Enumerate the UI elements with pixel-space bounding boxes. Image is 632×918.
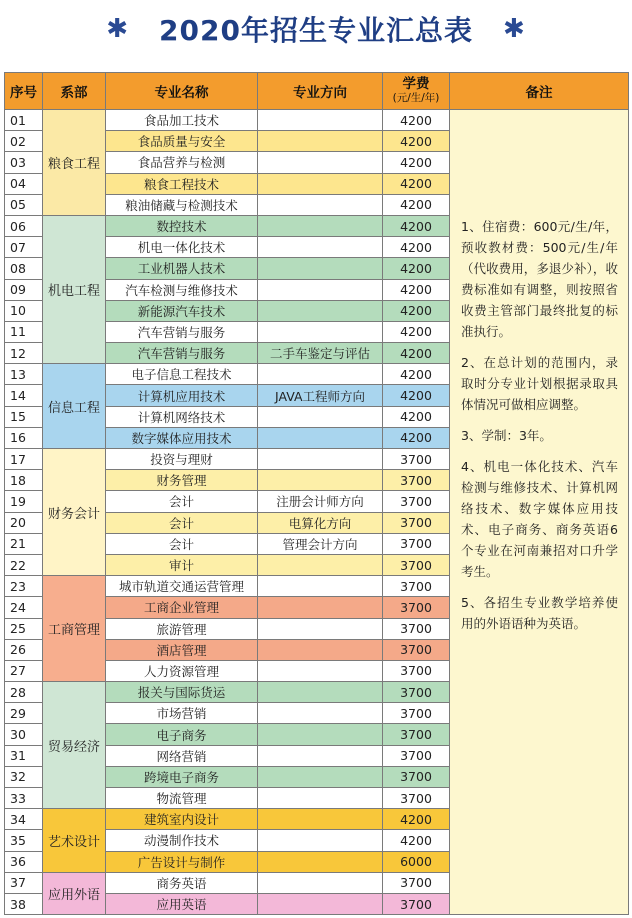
cell-department: 信息工程 <box>43 364 106 449</box>
cell-direction <box>258 682 383 703</box>
cell-no: 17 <box>5 449 43 470</box>
cell-major: 计算机网络技术 <box>106 406 258 427</box>
cell-major: 机电一体化技术 <box>106 237 258 258</box>
cell-fee: 4200 <box>383 830 450 851</box>
cell-direction <box>258 788 383 809</box>
cell-direction <box>258 809 383 830</box>
cell-fee: 4200 <box>383 173 450 194</box>
cell-department: 工商管理 <box>43 576 106 682</box>
cell-fee: 3700 <box>383 639 450 660</box>
header-note: 备注 <box>450 73 629 110</box>
cell-no: 25 <box>5 618 43 639</box>
cell-no: 19 <box>5 491 43 512</box>
cell-no: 21 <box>5 533 43 554</box>
cell-department: 粮食工程 <box>43 110 106 216</box>
note-paragraph: 2、在总计划的范围内，录取时分专业计划根据录取具体情况可做相应调整。 <box>461 355 618 412</box>
note-paragraph: 1、住宿费：600元/生/年，预收教材费：500元/生/年（代收费用，多退少补），收费标准如有调整，则按照省收费主管部门最终批复的标准执行。 <box>461 219 618 339</box>
cell-fee: 4200 <box>383 321 450 342</box>
cell-major: 食品营养与检测 <box>106 152 258 173</box>
page-title: 2020年招生专业汇总表 <box>159 14 473 47</box>
cell-major: 网络营销 <box>106 745 258 766</box>
cell-fee: 4200 <box>383 110 450 131</box>
cell-no: 04 <box>5 173 43 194</box>
cell-major: 工业机器人技术 <box>106 258 258 279</box>
cell-fee: 4200 <box>383 237 450 258</box>
cell-direction <box>258 724 383 745</box>
cell-major: 电子信息工程技术 <box>106 364 258 385</box>
cell-direction <box>258 110 383 131</box>
cell-direction <box>258 237 383 258</box>
cell-direction <box>258 830 383 851</box>
note-paragraph: 3、学制：3年。 <box>461 428 552 443</box>
cell-direction <box>258 660 383 681</box>
enrollment-table <box>4 72 629 915</box>
cell-no: 32 <box>5 766 43 787</box>
cell-fee: 3700 <box>383 533 450 554</box>
cell-no: 31 <box>5 745 43 766</box>
cell-no: 20 <box>5 512 43 533</box>
cell-direction <box>258 194 383 215</box>
star-icon: ✱ <box>106 14 130 44</box>
cell-no: 18 <box>5 470 43 491</box>
cell-fee: 4200 <box>383 131 450 152</box>
cell-major: 城市轨道交通运营管理 <box>106 576 258 597</box>
cell-direction <box>258 173 383 194</box>
cell-no: 35 <box>5 830 43 851</box>
cell-no: 11 <box>5 321 43 342</box>
cell-fee: 4200 <box>383 300 450 321</box>
cell-direction <box>258 470 383 491</box>
cell-direction <box>258 321 383 342</box>
cell-department: 艺术设计 <box>43 809 106 873</box>
note-paragraph: 5、各招生专业教学培养使用的外语语种为英语。 <box>461 595 618 631</box>
cell-direction <box>258 300 383 321</box>
cell-direction <box>258 766 383 787</box>
cell-fee: 4200 <box>383 406 450 427</box>
cell-major: 审计 <box>106 554 258 575</box>
cell-major: 报关与国际货运 <box>106 682 258 703</box>
cell-major: 计算机应用技术 <box>106 385 258 406</box>
star-icon: ✱ <box>502 14 526 44</box>
cell-fee: 3700 <box>383 682 450 703</box>
cell-no: 38 <box>5 893 43 914</box>
cell-fee: 4200 <box>383 215 450 236</box>
cell-major: 财务管理 <box>106 470 258 491</box>
cell-fee: 4200 <box>383 364 450 385</box>
cell-no: 29 <box>5 703 43 724</box>
cell-department: 贸易经济 <box>43 682 106 809</box>
cell-no: 36 <box>5 851 43 872</box>
cell-direction <box>258 893 383 914</box>
cell-no: 07 <box>5 237 43 258</box>
cell-no: 01 <box>5 110 43 131</box>
cell-major: 食品质量与安全 <box>106 131 258 152</box>
cell-direction <box>258 703 383 724</box>
cell-major: 数控技术 <box>106 215 258 236</box>
cell-direction <box>258 406 383 427</box>
cell-direction <box>258 279 383 300</box>
cell-major: 跨境电子商务 <box>106 766 258 787</box>
cell-fee: 4200 <box>383 152 450 173</box>
cell-major: 商务英语 <box>106 872 258 893</box>
cell-no: 06 <box>5 215 43 236</box>
table-body <box>5 110 629 915</box>
cell-direction <box>258 258 383 279</box>
cell-no: 26 <box>5 639 43 660</box>
cell-direction: 电算化方向 <box>258 512 383 533</box>
cell-direction <box>258 427 383 448</box>
cell-major: 应用英语 <box>106 893 258 914</box>
page-title-bar <box>0 0 632 58</box>
cell-direction <box>258 639 383 660</box>
cell-no: 22 <box>5 554 43 575</box>
cell-major: 粮食工程技术 <box>106 173 258 194</box>
cell-direction <box>258 554 383 575</box>
cell-major: 汽车营销与服务 <box>106 343 258 364</box>
cell-direction <box>258 131 383 152</box>
cell-fee: 3700 <box>383 893 450 914</box>
cell-fee: 4200 <box>383 194 450 215</box>
cell-fee: 4200 <box>383 343 450 364</box>
cell-fee: 3700 <box>383 470 450 491</box>
cell-no: 24 <box>5 597 43 618</box>
header-fee-label: 学费 <box>402 76 430 92</box>
cell-fee: 3700 <box>383 788 450 809</box>
cell-no: 14 <box>5 385 43 406</box>
cell-no: 27 <box>5 660 43 681</box>
cell-direction <box>258 364 383 385</box>
cell-direction: 管理会计方向 <box>258 533 383 554</box>
cell-direction <box>258 449 383 470</box>
header-no: 序号 <box>5 73 43 110</box>
cell-major: 广告设计与制作 <box>106 851 258 872</box>
cell-major: 物流管理 <box>106 788 258 809</box>
cell-no: 34 <box>5 809 43 830</box>
cell-fee: 3700 <box>383 491 450 512</box>
header-fee <box>383 73 450 110</box>
header-direction: 专业方向 <box>258 73 383 110</box>
cell-fee: 4200 <box>383 279 450 300</box>
cell-direction: 二手车鉴定与评估 <box>258 343 383 364</box>
cell-major: 旅游管理 <box>106 618 258 639</box>
cell-major: 投资与理财 <box>106 449 258 470</box>
cell-fee: 6000 <box>383 851 450 872</box>
cell-no: 37 <box>5 872 43 893</box>
cell-major: 食品加工技术 <box>106 110 258 131</box>
cell-fee: 3700 <box>383 660 450 681</box>
cell-no: 23 <box>5 576 43 597</box>
cell-direction <box>258 872 383 893</box>
cell-major: 粮油储藏与检测技术 <box>106 194 258 215</box>
cell-fee: 4200 <box>383 385 450 406</box>
cell-major: 新能源汽车技术 <box>106 300 258 321</box>
cell-no: 09 <box>5 279 43 300</box>
cell-department: 机电工程 <box>43 215 106 363</box>
cell-no: 03 <box>5 152 43 173</box>
cell-fee: 4200 <box>383 427 450 448</box>
cell-no: 12 <box>5 343 43 364</box>
cell-no: 13 <box>5 364 43 385</box>
cell-no: 15 <box>5 406 43 427</box>
header-major: 专业名称 <box>106 73 258 110</box>
cell-major: 会计 <box>106 491 258 512</box>
cell-fee: 3700 <box>383 554 450 575</box>
cell-major: 动漫制作技术 <box>106 830 258 851</box>
cell-department: 财务会计 <box>43 449 106 576</box>
cell-fee: 3700 <box>383 766 450 787</box>
cell-fee: 4200 <box>383 258 450 279</box>
cell-fee: 4200 <box>383 809 450 830</box>
note-paragraph: 4、机电一体化技术、汽车检测与维修技术、计算机网络技术、数字媒体应用技术、电子商务、商务英语6个专业在河南兼招对口升学考生。 <box>461 459 618 579</box>
cell-no: 16 <box>5 427 43 448</box>
cell-fee: 3700 <box>383 724 450 745</box>
cell-no: 10 <box>5 300 43 321</box>
cell-major: 汽车检测与维修技术 <box>106 279 258 300</box>
cell-major: 汽车营销与服务 <box>106 321 258 342</box>
table-row <box>5 110 629 131</box>
cell-no: 28 <box>5 682 43 703</box>
cell-major: 数字媒体应用技术 <box>106 427 258 448</box>
cell-fee: 3700 <box>383 703 450 724</box>
cell-major: 工商企业管理 <box>106 597 258 618</box>
cell-fee: 3700 <box>383 618 450 639</box>
cell-fee: 3700 <box>383 872 450 893</box>
cell-direction <box>258 576 383 597</box>
cell-direction <box>258 745 383 766</box>
header-dept: 系部 <box>43 73 106 110</box>
cell-direction <box>258 597 383 618</box>
cell-major: 建筑室内设计 <box>106 809 258 830</box>
table-header-row <box>5 73 629 110</box>
header-fee-unit: (元/生/年) <box>392 92 440 104</box>
cell-major: 电子商务 <box>106 724 258 745</box>
cell-major: 人力资源管理 <box>106 660 258 681</box>
cell-direction <box>258 152 383 173</box>
cell-direction <box>258 851 383 872</box>
cell-major: 会计 <box>106 512 258 533</box>
cell-no: 05 <box>5 194 43 215</box>
cell-fee: 3700 <box>383 597 450 618</box>
cell-direction <box>258 215 383 236</box>
cell-no: 33 <box>5 788 43 809</box>
cell-no: 02 <box>5 131 43 152</box>
cell-major: 酒店管理 <box>106 639 258 660</box>
cell-direction <box>258 618 383 639</box>
cell-no: 30 <box>5 724 43 745</box>
cell-department: 应用外语 <box>43 872 106 914</box>
cell-fee: 3700 <box>383 576 450 597</box>
cell-no: 08 <box>5 258 43 279</box>
cell-major: 市场营销 <box>106 703 258 724</box>
cell-fee: 3700 <box>383 745 450 766</box>
cell-notes <box>450 110 629 915</box>
cell-fee: 3700 <box>383 512 450 533</box>
cell-direction: JAVA工程师方向 <box>258 385 383 406</box>
cell-major: 会计 <box>106 533 258 554</box>
cell-direction: 注册会计师方向 <box>258 491 383 512</box>
cell-fee: 3700 <box>383 449 450 470</box>
